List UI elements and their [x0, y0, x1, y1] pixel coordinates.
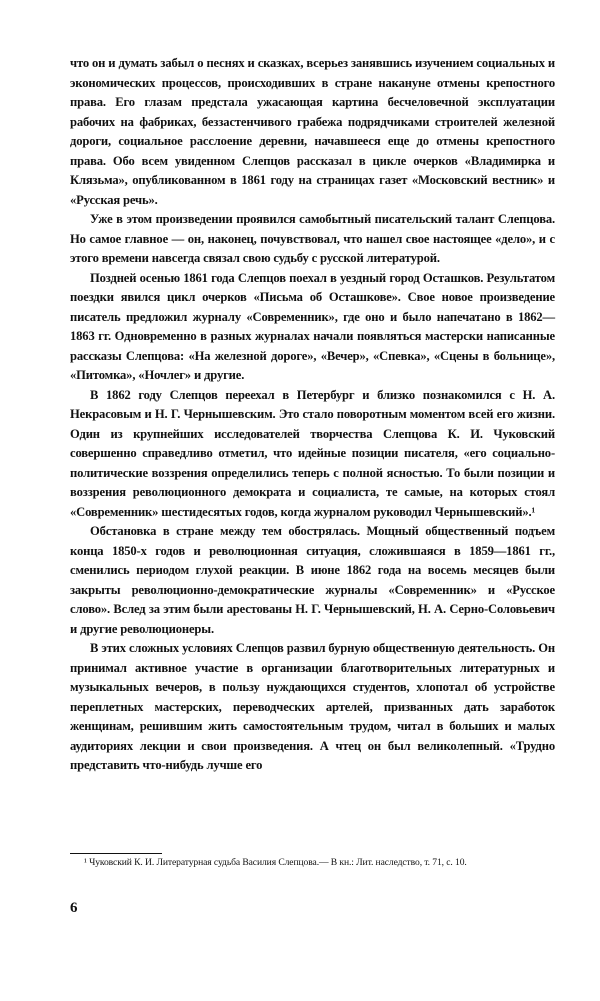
page-number: 6 [70, 900, 78, 916]
paragraph-1: что он и думать забыл о песнях и сказках, всерьез занявшись изучением социальных и экономических процессов, происходивших в стране накануне отмены крепостного права. Его глазам предстала ужасающая картина бесчеловечной эксплуатации рабочих на фабриках, беззастенчивого грабежа подрядчиками строителей железной дороги, социальное расслоение деревни, начавшееся еще до отмены крепостного права. Обо всем увиденном Слепцов рассказал в цикле очерков «Владимирка и Клязьма», опубликованном в 1861 году на страницах газет «Московский вестник» и «Русская речь». [70, 56, 555, 207]
paragraph-3: Поздней осенью 1861 года Слепцов поехал в уездный город Осташков. Результатом поездки явился цикл очерков «Письма об Осташкове». Свое новое произведение писатель предложил журналу «Современник», где оно и было напечатано в 1862—1863 гг. Одновременно в разных журналах начали появляться мастерски написанные рассказы Слепцова: «На железной дороге», «Вечер», «Спевка», «Сцены в больнице», «Питомка», «Ночлег» и другие. [70, 270, 555, 382]
paragraph-2: Уже в этом произведении проявился самобытный писательский талант Слепцова. Но самое главное — он, наконец, почувствовал, что нашел свое настоящее «дело», и с этого времени навсегда связал свою судьбу с русской литературой. [70, 212, 555, 265]
main-text [70, 54, 555, 776]
paragraph-4: В 1862 году Слепцов переехал в Петербург и близко познакомился с Н. А. Некрасовым и Н. Г. Чернышевским. Это стало поворотным моментом всей его жизни. Один из крупнейших исследователей творчества Слепцова К. И. Чуковский совершенно справедливо отметил, что идейные позиции писателя, «его социально-политические воззрения определились теперь с полной ясностью. То были позиции и воззрения революционного демократа и социалиста, те самые, на которых стоял «Современник» шестидесятых годов, когда журналом руководил Чернышевский».¹ [70, 387, 555, 519]
footnote-text: ¹ Чуковский К. И. Литературная судьба Василия Слепцова.— В кн.: Лит. наследство, т. 71, с. 10. [84, 857, 467, 868]
paragraph-6: В этих сложных условиях Слепцов развил бурную общественную деятельность. Он принимал активное участие в организации благотворительных литературных и музыкальных вечеров, в пользу нуждающихся студентов, хлопотал об устройстве переплетных мастерских, переводческих артелей, призванных дать заработок женщинам, решившим жить самостоятельным трудом, читал в больших и малых аудиториях лекции и свои произведения. А чтец он был великолепный. «Трудно представить что-нибудь лучше его [70, 641, 555, 772]
footnote [70, 856, 555, 870]
footnote-divider [70, 853, 162, 854]
paragraph-5: Обстановка в стране между тем обострялась. Мощный общественный подъем конца 1850-х годов и революционная ситуация, сложившаяся в 1859—1861 гг., сменились периодом глухой реакции. В июне 1862 года на восемь месяцев были закрыты революционно-демократические журналы «Современник» и «Русское слово». Вслед за этим были арестованы Н. Г. Чернышевский, Н. А. Серно-Соловьевич и другие революционеры. [70, 524, 555, 636]
